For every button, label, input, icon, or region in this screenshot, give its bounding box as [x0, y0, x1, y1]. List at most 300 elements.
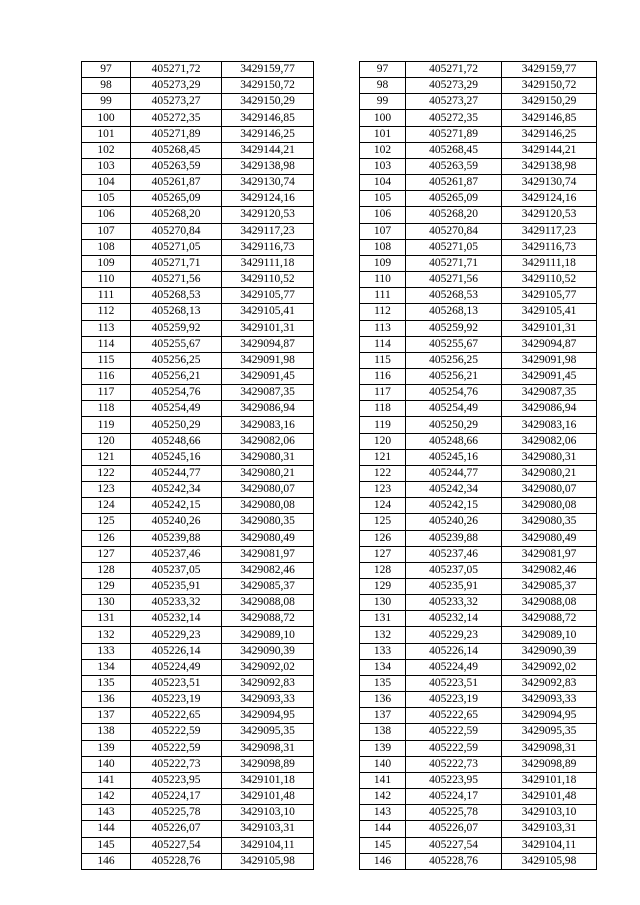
- left-y-coordinate-cell: 3429093,33: [222, 692, 314, 708]
- right-x-coordinate-cell: 405229,23: [406, 627, 502, 643]
- right-point-number-cell: 135: [360, 675, 406, 691]
- gap-cell: [314, 385, 360, 401]
- left-point-number-cell: 138: [82, 724, 131, 740]
- left-point-number-cell: 103: [82, 158, 131, 174]
- left-point-number-cell: 132: [82, 627, 131, 643]
- table-row: [82, 853, 597, 869]
- left-x-coordinate-cell: 405273,29: [131, 78, 222, 94]
- left-x-coordinate-cell: 405263,59: [131, 158, 222, 174]
- table-row: [82, 320, 597, 336]
- left-point-number-cell: 97: [82, 62, 131, 78]
- right-y-coordinate-cell: 3429101,48: [502, 789, 597, 805]
- left-y-coordinate-cell: 3429098,89: [222, 756, 314, 772]
- left-x-coordinate-cell: 405237,46: [131, 546, 222, 562]
- right-y-coordinate-cell: 3429087,35: [502, 385, 597, 401]
- coordinates-table: [81, 61, 597, 870]
- right-y-coordinate-cell: 3429085,37: [502, 579, 597, 595]
- gap-cell: [314, 336, 360, 352]
- table-row: [82, 401, 597, 417]
- right-x-coordinate-cell: 405222,73: [406, 756, 502, 772]
- left-y-coordinate-cell: 3429105,41: [222, 304, 314, 320]
- left-x-coordinate-cell: 405244,77: [131, 465, 222, 481]
- left-x-coordinate-cell: 405222,59: [131, 740, 222, 756]
- right-x-coordinate-cell: 405263,59: [406, 158, 502, 174]
- gap-cell: [314, 482, 360, 498]
- gap-cell: [314, 546, 360, 562]
- right-x-coordinate-cell: 405222,65: [406, 708, 502, 724]
- left-x-coordinate-cell: 405223,51: [131, 675, 222, 691]
- left-point-number-cell: 118: [82, 401, 131, 417]
- right-x-coordinate-cell: 405256,25: [406, 352, 502, 368]
- left-x-coordinate-cell: 405272,35: [131, 110, 222, 126]
- gap-cell: [314, 595, 360, 611]
- right-y-coordinate-cell: 3429105,41: [502, 304, 597, 320]
- right-point-number-cell: 101: [360, 126, 406, 142]
- left-x-coordinate-cell: 405224,49: [131, 659, 222, 675]
- right-point-number-cell: 136: [360, 692, 406, 708]
- right-point-number-cell: 124: [360, 498, 406, 514]
- table-row: [82, 175, 597, 191]
- left-x-coordinate-cell: 405268,45: [131, 142, 222, 158]
- left-x-coordinate-cell: 405235,91: [131, 579, 222, 595]
- right-y-coordinate-cell: 3429098,31: [502, 740, 597, 756]
- right-y-coordinate-cell: 3429105,77: [502, 288, 597, 304]
- gap-cell: [314, 675, 360, 691]
- table-row: [82, 821, 597, 837]
- left-x-coordinate-cell: 405239,88: [131, 530, 222, 546]
- left-y-coordinate-cell: 3429146,85: [222, 110, 314, 126]
- right-point-number-cell: 132: [360, 627, 406, 643]
- left-point-number-cell: 125: [82, 514, 131, 530]
- right-point-number-cell: 104: [360, 175, 406, 191]
- right-point-number-cell: 127: [360, 546, 406, 562]
- table-row: [82, 94, 597, 110]
- right-x-coordinate-cell: 405272,35: [406, 110, 502, 126]
- left-y-coordinate-cell: 3429080,08: [222, 498, 314, 514]
- table-row: [82, 142, 597, 158]
- right-x-coordinate-cell: 405259,92: [406, 320, 502, 336]
- gap-cell: [314, 740, 360, 756]
- right-point-number-cell: 115: [360, 352, 406, 368]
- right-y-coordinate-cell: 3429138,98: [502, 158, 597, 174]
- left-y-coordinate-cell: 3429098,31: [222, 740, 314, 756]
- left-y-coordinate-cell: 3429095,35: [222, 724, 314, 740]
- left-point-number-cell: 110: [82, 272, 131, 288]
- left-y-coordinate-cell: 3429138,98: [222, 158, 314, 174]
- left-x-coordinate-cell: 405256,21: [131, 368, 222, 384]
- left-y-coordinate-cell: 3429082,46: [222, 562, 314, 578]
- left-y-coordinate-cell: 3429124,16: [222, 191, 314, 207]
- left-x-coordinate-cell: 405261,87: [131, 175, 222, 191]
- right-x-coordinate-cell: 405271,89: [406, 126, 502, 142]
- gap-cell: [314, 821, 360, 837]
- gap-cell: [314, 433, 360, 449]
- left-y-coordinate-cell: 3429146,25: [222, 126, 314, 142]
- right-x-coordinate-cell: 405239,88: [406, 530, 502, 546]
- table-row: [82, 449, 597, 465]
- coordinates-table-body: [82, 62, 597, 870]
- right-x-coordinate-cell: 405224,17: [406, 789, 502, 805]
- left-y-coordinate-cell: 3429088,08: [222, 595, 314, 611]
- left-x-coordinate-cell: 405226,07: [131, 821, 222, 837]
- left-point-number-cell: 102: [82, 142, 131, 158]
- gap-cell: [314, 288, 360, 304]
- table-row: [82, 708, 597, 724]
- table-row: [82, 611, 597, 627]
- table-row: [82, 627, 597, 643]
- right-point-number-cell: 142: [360, 789, 406, 805]
- gap-cell: [314, 756, 360, 772]
- left-y-coordinate-cell: 3429082,06: [222, 433, 314, 449]
- left-point-number-cell: 111: [82, 288, 131, 304]
- left-y-coordinate-cell: 3429080,35: [222, 514, 314, 530]
- table-row: [82, 465, 597, 481]
- left-point-number-cell: 114: [82, 336, 131, 352]
- right-point-number-cell: 128: [360, 562, 406, 578]
- right-y-coordinate-cell: 3429090,39: [502, 643, 597, 659]
- right-x-coordinate-cell: 405235,91: [406, 579, 502, 595]
- left-point-number-cell: 107: [82, 223, 131, 239]
- left-x-coordinate-cell: 405225,78: [131, 805, 222, 821]
- left-y-coordinate-cell: 3429087,35: [222, 385, 314, 401]
- right-y-coordinate-cell: 3429081,97: [502, 546, 597, 562]
- left-y-coordinate-cell: 3429080,21: [222, 465, 314, 481]
- left-point-number-cell: 146: [82, 853, 131, 869]
- left-point-number-cell: 101: [82, 126, 131, 142]
- right-point-number-cell: 117: [360, 385, 406, 401]
- right-point-number-cell: 110: [360, 272, 406, 288]
- left-point-number-cell: 119: [82, 417, 131, 433]
- right-y-coordinate-cell: 3429080,31: [502, 449, 597, 465]
- left-y-coordinate-cell: 3429120,53: [222, 207, 314, 223]
- right-y-coordinate-cell: 3429080,21: [502, 465, 597, 481]
- gap-cell: [314, 368, 360, 384]
- right-point-number-cell: 133: [360, 643, 406, 659]
- right-x-coordinate-cell: 405223,19: [406, 692, 502, 708]
- right-x-coordinate-cell: 405222,59: [406, 740, 502, 756]
- right-x-coordinate-cell: 405268,13: [406, 304, 502, 320]
- gap-cell: [314, 611, 360, 627]
- left-x-coordinate-cell: 405271,71: [131, 255, 222, 271]
- left-x-coordinate-cell: 405232,14: [131, 611, 222, 627]
- left-y-coordinate-cell: 3429101,31: [222, 320, 314, 336]
- right-y-coordinate-cell: 3429116,73: [502, 239, 597, 255]
- right-point-number-cell: 146: [360, 853, 406, 869]
- gap-cell: [314, 272, 360, 288]
- table-row: [82, 837, 597, 853]
- right-x-coordinate-cell: 405222,59: [406, 724, 502, 740]
- table-row: [82, 62, 597, 78]
- left-x-coordinate-cell: 405254,49: [131, 401, 222, 417]
- table-row: [82, 562, 597, 578]
- left-point-number-cell: 126: [82, 530, 131, 546]
- right-x-coordinate-cell: 405223,95: [406, 772, 502, 788]
- right-x-coordinate-cell: 405261,87: [406, 175, 502, 191]
- right-x-coordinate-cell: 405271,72: [406, 62, 502, 78]
- right-y-coordinate-cell: 3429101,18: [502, 772, 597, 788]
- left-point-number-cell: 133: [82, 643, 131, 659]
- left-y-coordinate-cell: 3429091,45: [222, 368, 314, 384]
- right-point-number-cell: 100: [360, 110, 406, 126]
- right-x-coordinate-cell: 405273,27: [406, 94, 502, 110]
- right-y-coordinate-cell: 3429104,11: [502, 837, 597, 853]
- left-point-number-cell: 112: [82, 304, 131, 320]
- table-row: [82, 385, 597, 401]
- table-row: [82, 126, 597, 142]
- right-y-coordinate-cell: 3429080,07: [502, 482, 597, 498]
- left-x-coordinate-cell: 405271,72: [131, 62, 222, 78]
- right-point-number-cell: 108: [360, 239, 406, 255]
- right-y-coordinate-cell: 3429080,49: [502, 530, 597, 546]
- left-x-coordinate-cell: 405228,76: [131, 853, 222, 869]
- left-point-number-cell: 135: [82, 675, 131, 691]
- right-point-number-cell: 103: [360, 158, 406, 174]
- gap-cell: [314, 142, 360, 158]
- table-row: [82, 643, 597, 659]
- gap-cell: [314, 837, 360, 853]
- left-x-coordinate-cell: 405224,17: [131, 789, 222, 805]
- right-y-coordinate-cell: 3429124,16: [502, 191, 597, 207]
- left-y-coordinate-cell: 3429103,31: [222, 821, 314, 837]
- right-x-coordinate-cell: 405271,05: [406, 239, 502, 255]
- right-y-coordinate-cell: 3429101,31: [502, 320, 597, 336]
- right-y-coordinate-cell: 3429094,95: [502, 708, 597, 724]
- left-y-coordinate-cell: 3429159,77: [222, 62, 314, 78]
- left-x-coordinate-cell: 405254,76: [131, 385, 222, 401]
- right-point-number-cell: 137: [360, 708, 406, 724]
- left-x-coordinate-cell: 405265,09: [131, 191, 222, 207]
- table-row: [82, 288, 597, 304]
- gap-cell: [314, 158, 360, 174]
- left-point-number-cell: 145: [82, 837, 131, 853]
- right-y-coordinate-cell: 3429150,29: [502, 94, 597, 110]
- table-row: [82, 255, 597, 271]
- right-x-coordinate-cell: 405255,67: [406, 336, 502, 352]
- left-y-coordinate-cell: 3429091,98: [222, 352, 314, 368]
- left-x-coordinate-cell: 405271,89: [131, 126, 222, 142]
- right-point-number-cell: 111: [360, 288, 406, 304]
- left-y-coordinate-cell: 3429085,37: [222, 579, 314, 595]
- right-x-coordinate-cell: 405224,49: [406, 659, 502, 675]
- right-point-number-cell: 105: [360, 191, 406, 207]
- left-point-number-cell: 142: [82, 789, 131, 805]
- gap-cell: [314, 239, 360, 255]
- table-row: [82, 530, 597, 546]
- table-row: [82, 579, 597, 595]
- right-y-coordinate-cell: 3429082,46: [502, 562, 597, 578]
- gap-cell: [314, 207, 360, 223]
- right-y-coordinate-cell: 3429150,72: [502, 78, 597, 94]
- table-row: [82, 740, 597, 756]
- left-point-number-cell: 108: [82, 239, 131, 255]
- table-row: [82, 223, 597, 239]
- left-point-number-cell: 127: [82, 546, 131, 562]
- right-point-number-cell: 107: [360, 223, 406, 239]
- gap-cell: [314, 659, 360, 675]
- right-x-coordinate-cell: 405242,34: [406, 482, 502, 498]
- right-point-number-cell: 113: [360, 320, 406, 336]
- left-x-coordinate-cell: 405223,19: [131, 692, 222, 708]
- left-x-coordinate-cell: 405273,27: [131, 94, 222, 110]
- left-y-coordinate-cell: 3429111,18: [222, 255, 314, 271]
- left-y-coordinate-cell: 3429110,52: [222, 272, 314, 288]
- left-point-number-cell: 113: [82, 320, 131, 336]
- right-x-coordinate-cell: 405248,66: [406, 433, 502, 449]
- right-x-coordinate-cell: 405227,54: [406, 837, 502, 853]
- right-y-coordinate-cell: 3429091,98: [502, 352, 597, 368]
- right-x-coordinate-cell: 405254,76: [406, 385, 502, 401]
- left-point-number-cell: 136: [82, 692, 131, 708]
- left-y-coordinate-cell: 3429117,23: [222, 223, 314, 239]
- right-y-coordinate-cell: 3429159,77: [502, 62, 597, 78]
- left-y-coordinate-cell: 3429089,10: [222, 627, 314, 643]
- gap-cell: [314, 708, 360, 724]
- right-point-number-cell: 141: [360, 772, 406, 788]
- right-x-coordinate-cell: 405244,77: [406, 465, 502, 481]
- table-row: [82, 304, 597, 320]
- gap-cell: [314, 304, 360, 320]
- left-y-coordinate-cell: 3429081,97: [222, 546, 314, 562]
- right-x-coordinate-cell: 405240,26: [406, 514, 502, 530]
- table-row: [82, 659, 597, 675]
- right-point-number-cell: 139: [360, 740, 406, 756]
- right-point-number-cell: 121: [360, 449, 406, 465]
- left-x-coordinate-cell: 405270,84: [131, 223, 222, 239]
- table-row: [82, 352, 597, 368]
- right-x-coordinate-cell: 405265,09: [406, 191, 502, 207]
- left-y-coordinate-cell: 3429101,18: [222, 772, 314, 788]
- right-point-number-cell: 140: [360, 756, 406, 772]
- left-point-number-cell: 140: [82, 756, 131, 772]
- left-point-number-cell: 123: [82, 482, 131, 498]
- table-row: [82, 158, 597, 174]
- right-x-coordinate-cell: 405225,78: [406, 805, 502, 821]
- left-x-coordinate-cell: 405268,53: [131, 288, 222, 304]
- right-y-coordinate-cell: 3429105,98: [502, 853, 597, 869]
- right-x-coordinate-cell: 405268,45: [406, 142, 502, 158]
- right-point-number-cell: 143: [360, 805, 406, 821]
- left-point-number-cell: 141: [82, 772, 131, 788]
- left-y-coordinate-cell: 3429080,31: [222, 449, 314, 465]
- gap-cell: [314, 255, 360, 271]
- right-y-coordinate-cell: 3429111,18: [502, 255, 597, 271]
- right-point-number-cell: 98: [360, 78, 406, 94]
- table-row: [82, 191, 597, 207]
- right-point-number-cell: 122: [360, 465, 406, 481]
- left-x-coordinate-cell: 405237,05: [131, 562, 222, 578]
- gap-cell: [314, 514, 360, 530]
- left-x-coordinate-cell: 405229,23: [131, 627, 222, 643]
- left-x-coordinate-cell: 405271,56: [131, 272, 222, 288]
- right-y-coordinate-cell: 3429080,35: [502, 514, 597, 530]
- gap-cell: [314, 772, 360, 788]
- right-x-coordinate-cell: 405273,29: [406, 78, 502, 94]
- right-y-coordinate-cell: 3429094,87: [502, 336, 597, 352]
- gap-cell: [314, 562, 360, 578]
- table-row: [82, 207, 597, 223]
- right-x-coordinate-cell: 405226,07: [406, 821, 502, 837]
- right-point-number-cell: 119: [360, 417, 406, 433]
- right-x-coordinate-cell: 405270,84: [406, 223, 502, 239]
- right-point-number-cell: 130: [360, 595, 406, 611]
- left-y-coordinate-cell: 3429094,87: [222, 336, 314, 352]
- left-point-number-cell: 129: [82, 579, 131, 595]
- gap-cell: [314, 175, 360, 191]
- right-y-coordinate-cell: 3429093,33: [502, 692, 597, 708]
- table-row: [82, 482, 597, 498]
- right-y-coordinate-cell: 3429095,35: [502, 724, 597, 740]
- right-x-coordinate-cell: 405228,76: [406, 853, 502, 869]
- right-y-coordinate-cell: 3429098,89: [502, 756, 597, 772]
- table-row: [82, 433, 597, 449]
- right-y-coordinate-cell: 3429080,08: [502, 498, 597, 514]
- left-point-number-cell: 121: [82, 449, 131, 465]
- left-y-coordinate-cell: 3429101,48: [222, 789, 314, 805]
- left-point-number-cell: 139: [82, 740, 131, 756]
- table-row: [82, 724, 597, 740]
- right-x-coordinate-cell: 405254,49: [406, 401, 502, 417]
- table-row: [82, 498, 597, 514]
- left-y-coordinate-cell: 3429088,72: [222, 611, 314, 627]
- table-row: [82, 692, 597, 708]
- left-point-number-cell: 116: [82, 368, 131, 384]
- gap-cell: [314, 498, 360, 514]
- gap-cell: [314, 94, 360, 110]
- left-y-coordinate-cell: 3429150,29: [222, 94, 314, 110]
- right-y-coordinate-cell: 3429088,08: [502, 595, 597, 611]
- table-row: [82, 110, 597, 126]
- left-x-coordinate-cell: 405222,65: [131, 708, 222, 724]
- left-x-coordinate-cell: 405222,59: [131, 724, 222, 740]
- left-y-coordinate-cell: 3429116,73: [222, 239, 314, 255]
- table-row: [82, 789, 597, 805]
- left-x-coordinate-cell: 405248,66: [131, 433, 222, 449]
- left-point-number-cell: 122: [82, 465, 131, 481]
- right-x-coordinate-cell: 405233,32: [406, 595, 502, 611]
- gap-cell: [314, 320, 360, 336]
- gap-cell: [314, 579, 360, 595]
- right-y-coordinate-cell: 3429117,23: [502, 223, 597, 239]
- right-y-coordinate-cell: 3429089,10: [502, 627, 597, 643]
- left-x-coordinate-cell: 405268,20: [131, 207, 222, 223]
- right-y-coordinate-cell: 3429091,45: [502, 368, 597, 384]
- left-y-coordinate-cell: 3429080,07: [222, 482, 314, 498]
- left-point-number-cell: 131: [82, 611, 131, 627]
- left-y-coordinate-cell: 3429105,77: [222, 288, 314, 304]
- right-x-coordinate-cell: 405237,05: [406, 562, 502, 578]
- left-y-coordinate-cell: 3429092,83: [222, 675, 314, 691]
- right-x-coordinate-cell: 405268,20: [406, 207, 502, 223]
- table-row: [82, 272, 597, 288]
- right-x-coordinate-cell: 405232,14: [406, 611, 502, 627]
- left-x-coordinate-cell: 405242,34: [131, 482, 222, 498]
- right-y-coordinate-cell: 3429144,21: [502, 142, 597, 158]
- left-point-number-cell: 124: [82, 498, 131, 514]
- left-y-coordinate-cell: 3429083,16: [222, 417, 314, 433]
- left-point-number-cell: 104: [82, 175, 131, 191]
- right-point-number-cell: 131: [360, 611, 406, 627]
- left-x-coordinate-cell: 405245,16: [131, 449, 222, 465]
- left-point-number-cell: 117: [82, 385, 131, 401]
- right-y-coordinate-cell: 3429120,53: [502, 207, 597, 223]
- right-y-coordinate-cell: 3429082,06: [502, 433, 597, 449]
- right-x-coordinate-cell: 405271,56: [406, 272, 502, 288]
- gap-cell: [314, 465, 360, 481]
- right-y-coordinate-cell: 3429092,02: [502, 659, 597, 675]
- left-x-coordinate-cell: 405240,26: [131, 514, 222, 530]
- table-row: [82, 78, 597, 94]
- left-point-number-cell: 100: [82, 110, 131, 126]
